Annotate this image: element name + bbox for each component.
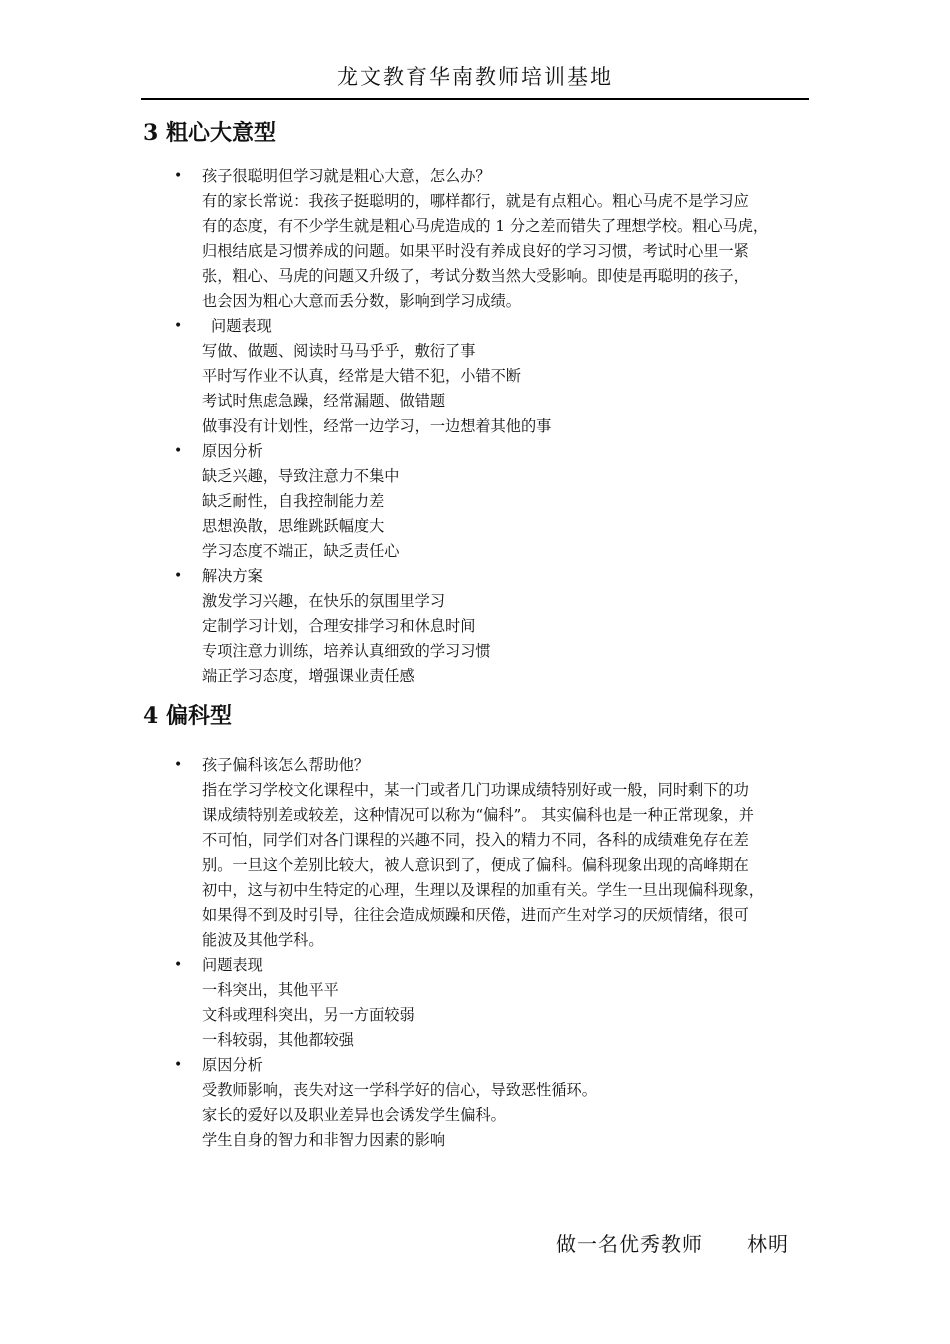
bullet-list (143, 753, 813, 1153)
bullet-icon: • (174, 318, 183, 334)
body-line: 也会因为粗心大意而丢分数，影响到学习成绩。 (202, 292, 521, 310)
bullet-heading: 孩子很聪明但学习就是粗心大意，怎么办？ (202, 167, 491, 185)
document-body (143, 116, 813, 1153)
page-header-title: 龙文教育华南教师培训基地 (337, 65, 613, 89)
body-line: 家长的爱好以及职业差异也会诱发学生偏科。 (202, 1106, 506, 1124)
list-item (143, 164, 813, 314)
body-line: 课成绩特别差或较差，这种情况可以称为“偏科”。 其实偏科也是一种正常现象，并 (202, 806, 754, 824)
section-number: 4 (143, 703, 159, 729)
body-line: 张，粗心、马虎的问题又升级了，考试分数当然大受影响。即使是再聪明的孩子， (202, 267, 749, 285)
body-line: 做事没有计划性，经常一边学习，一边想着其他的事 (202, 417, 552, 435)
bullet-heading: 原因分析 (202, 1056, 263, 1074)
body-line: 一科突出，其他平平 (202, 981, 339, 999)
body-line: 指在学习学校文化课程中，某一门或者几门功课成绩特别好或一般，同时剩下的功 (202, 781, 749, 799)
body-line: 写做、做题、阅读时马马乎乎，敷衍了事 (202, 342, 476, 360)
body-line: 激发学习兴趣，在快乐的氛围里学习 (202, 592, 445, 610)
footer-slogan: 做一名优秀教师 (556, 1232, 703, 1256)
bullet-heading: 孩子偏科该怎么帮助他？ (202, 756, 370, 774)
bullet-icon: • (174, 757, 183, 773)
bullet-icon: • (174, 957, 183, 973)
body-line: 思想涣散，思维跳跃幅度大 (202, 517, 385, 535)
body-line: 有的家长常说：我孩子挺聪明的，哪样都行，就是有点粗心。粗心马虎不是学习应 (202, 192, 749, 210)
section-title: 粗心大意型 (165, 120, 276, 146)
body-line: 平时写作业不认真，经常是大错不犯，小错不断 (202, 367, 521, 385)
body-line: 学生自身的智力和非智力因素的影响 (202, 1131, 445, 1149)
header-divider (141, 98, 809, 100)
body-line: 归根结底是习惯养成的问题。如果平时没有养成良好的学习习惯，考试时心里一紧 (202, 242, 749, 260)
list-item (143, 314, 813, 439)
body-line: 别。一旦这个差别比较大，被人意识到了，便成了偏科。偏科现象出现的高峰期在 (202, 856, 749, 874)
section-title: 偏科型 (165, 703, 232, 729)
body-line: 专项注意力训练，培养认真细致的学习习惯 (202, 642, 491, 660)
list-item (143, 753, 813, 953)
bullet-heading: 原因分析 (202, 442, 263, 460)
body-line: 文科或理科突出，另一方面较弱 (202, 1006, 415, 1024)
page-footer (556, 1229, 789, 1259)
body-line: 考试时焦虑急躁，经常漏题、做错题 (202, 392, 445, 410)
body-line: 初中，这与初中生特定的心理，生理以及课程的加重有关。学生一旦出现偏科现象， (202, 881, 764, 899)
section-number: 3 (143, 120, 159, 146)
bullet-heading: 问题表现 (211, 317, 272, 335)
body-line: 不可怕，同学们对各门课程的兴趣不同，投入的精力不同，各科的成绩难免存在差 (202, 831, 749, 849)
bullet-list (143, 164, 813, 689)
list-item (143, 1053, 813, 1153)
section-heading (143, 699, 813, 733)
list-item (143, 439, 813, 564)
bullet-icon: • (174, 568, 183, 584)
body-line: 有的态度，有不少学生就是粗心马虎造成的 1 分之差而错失了理想学校。粗心马虎， (202, 217, 769, 235)
bullet-icon: • (174, 1057, 183, 1073)
body-line: 一科较弱，其他都较强 (202, 1031, 354, 1049)
bullet-heading: 解决方案 (202, 567, 263, 585)
list-item (143, 953, 813, 1053)
bullet-icon: • (174, 443, 183, 459)
bullet-heading: 问题表现 (202, 956, 263, 974)
bullet-icon: • (174, 168, 183, 184)
section-heading (143, 116, 813, 150)
body-line: 受教师影响，丧失对这一学科学好的信心，导致恶性循环。 (202, 1081, 597, 1099)
body-line: 学习态度不端正，缺乏责任心 (202, 542, 400, 560)
list-item (143, 564, 813, 689)
body-line: 端正学习态度，增强课业责任感 (202, 667, 415, 685)
body-line: 定制学习计划，合理安排学习和休息时间 (202, 617, 476, 635)
body-line: 如果得不到及时引导，往往会造成烦躁和厌倦，进而产生对学习的厌烦情绪，很可 (202, 906, 749, 924)
footer-author: 林明 (747, 1232, 789, 1256)
body-line: 能波及其他学科。 (202, 931, 324, 949)
body-line: 缺乏兴趣，导致注意力不集中 (202, 467, 400, 485)
body-line: 缺乏耐性，自我控制能力差 (202, 492, 385, 510)
